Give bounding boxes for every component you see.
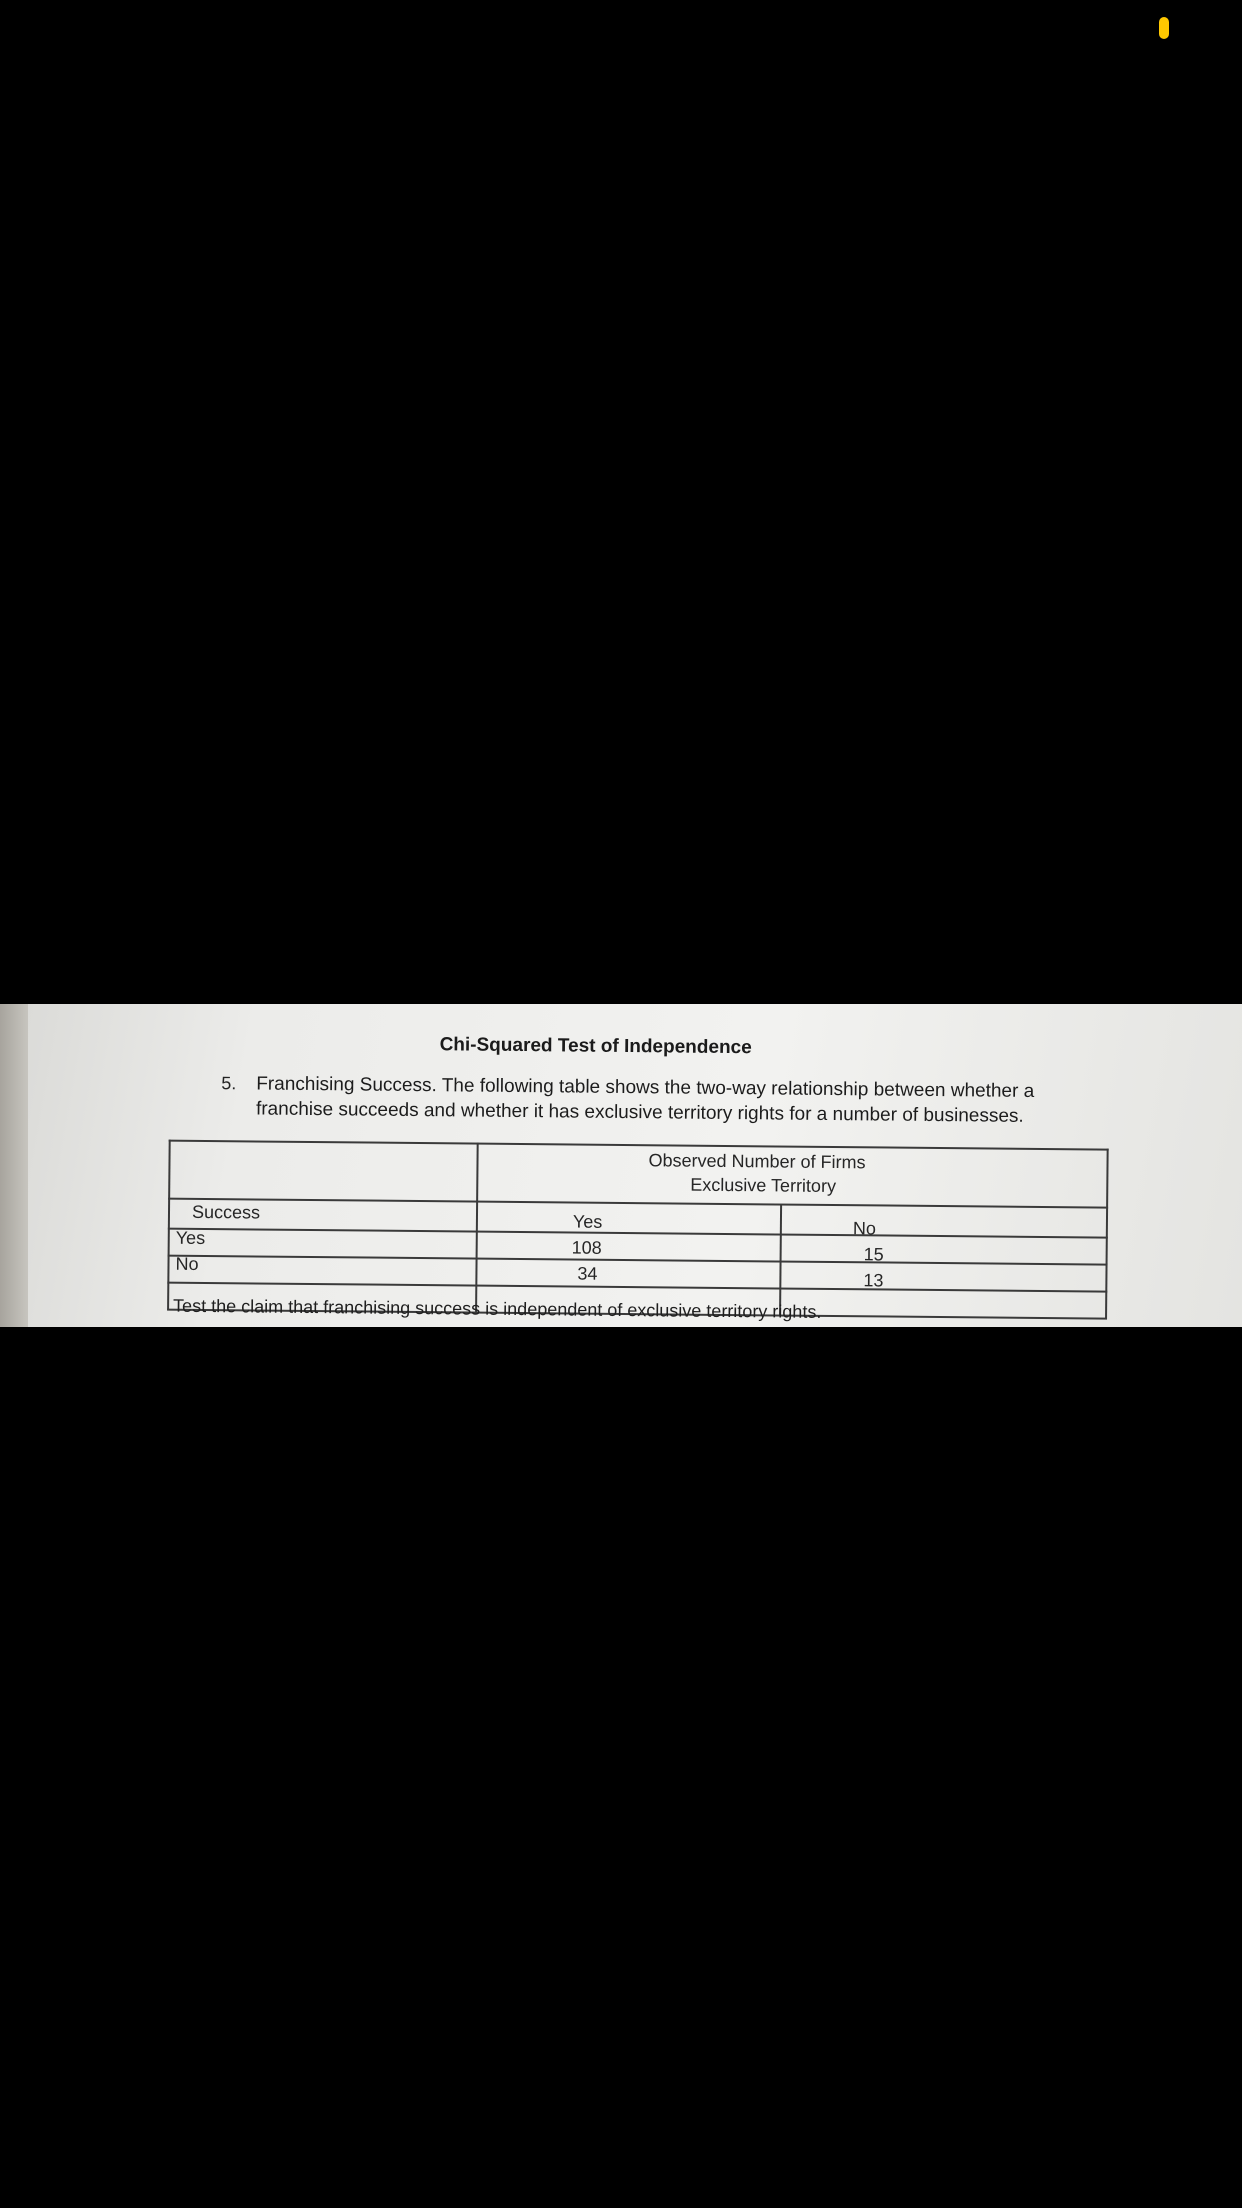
table-cell-yes-yes: 108 xyxy=(571,1237,602,1258)
problem-text-line-2: franchise succeeds and whether it has exclusive territory rights for a number of businesses. xyxy=(255,1098,1024,1127)
table-row-label-yes: Yes xyxy=(175,1227,206,1248)
table-column-no: No xyxy=(852,1218,876,1239)
table-header-observed: Observed Number of Firms xyxy=(648,1150,866,1173)
contingency-table xyxy=(167,1140,1109,1319)
problem-number: 5. xyxy=(221,1073,237,1094)
table-column-yes: Yes xyxy=(572,1211,603,1232)
page-title: Chi-Squared Test of Independence xyxy=(439,1034,752,1059)
claim-statement: Test the claim that franchising success is independent of exclusive territory rights. xyxy=(173,1295,822,1322)
problem-text-line-1: Franchising Success. The following table shows the two-way relationship between whether a xyxy=(256,1073,1035,1102)
status-indicator-dot xyxy=(1159,17,1169,39)
worksheet xyxy=(0,1004,1242,1327)
document-photo xyxy=(0,1004,1242,1327)
table-header-exclusive-territory: Exclusive Territory xyxy=(690,1174,837,1197)
table-cell-no-yes: 34 xyxy=(577,1263,598,1284)
table-cell-yes-no: 15 xyxy=(863,1244,884,1265)
table-cell-no-no: 13 xyxy=(863,1270,884,1291)
table-row-header-success: Success xyxy=(191,1201,261,1223)
table-row-label-no: No xyxy=(175,1253,199,1274)
